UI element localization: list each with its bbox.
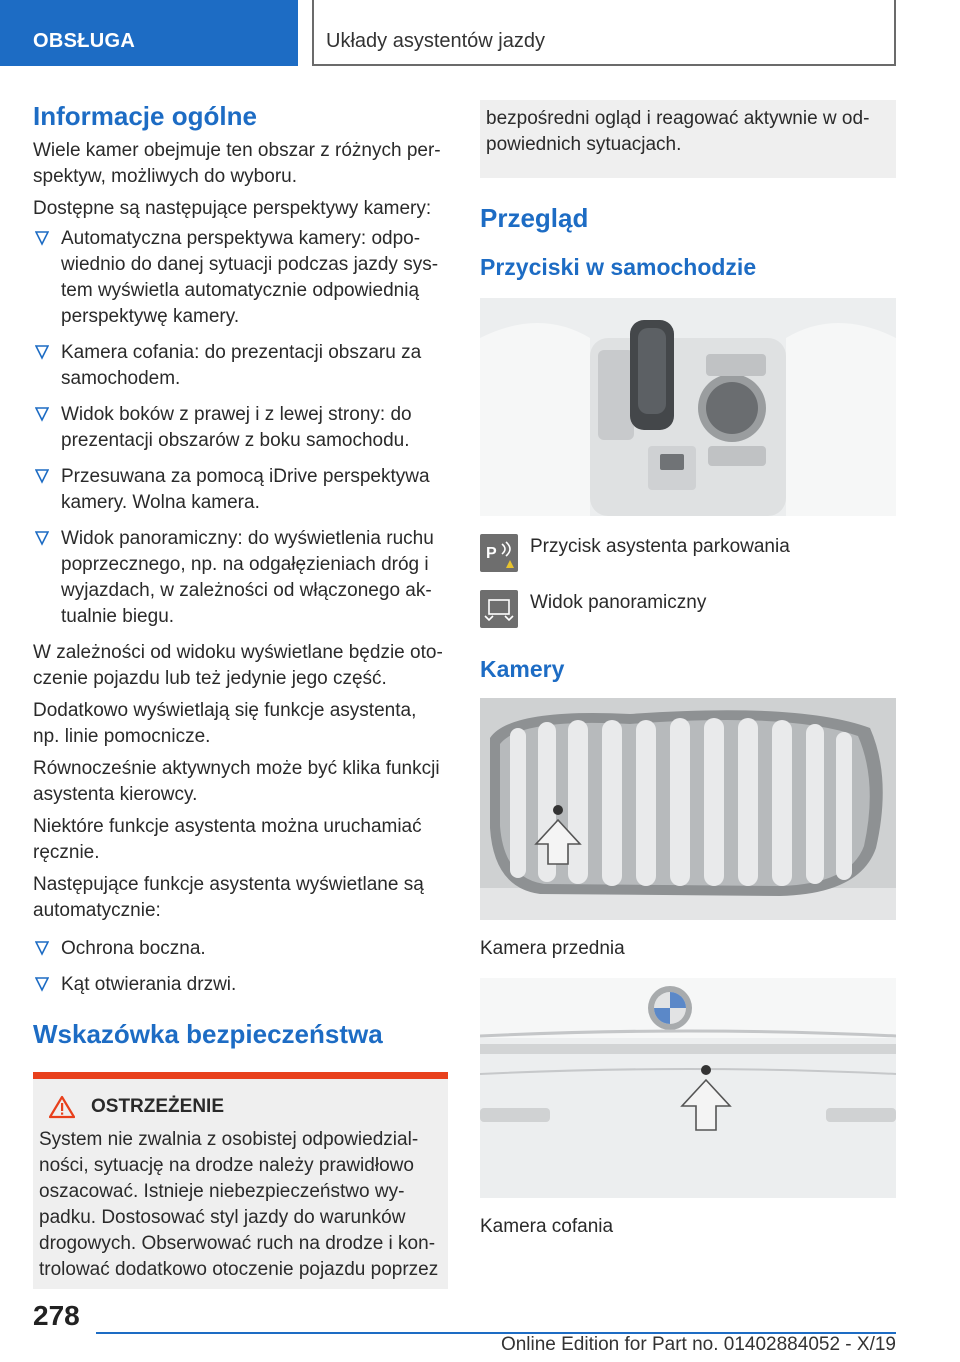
list-item: Kąt otwierania drzwi. xyxy=(33,972,448,998)
paragraph: Niektóre funkcje asystenta można uruchamiać ręcznie. xyxy=(33,816,422,863)
warning-rule xyxy=(33,1072,448,1079)
parking-assistant-icon xyxy=(480,534,518,572)
paragraph: W zależności od widoku wyświetlane będzie otoczenie pojazdu lub też jedynie jego część. xyxy=(33,642,443,689)
warning-box-continued xyxy=(480,100,896,178)
front-camera-image xyxy=(480,698,896,920)
section-label: OBSŁUGA xyxy=(33,30,136,52)
overview-heading: Przegląd xyxy=(480,203,589,233)
list-item: Kamera cofania: do prezentacji obszaru za samochodem. xyxy=(33,340,448,392)
footer-edition: Online Edition for Part no. 01402884052 - X/19 xyxy=(500,1334,896,1355)
page-number: 278 xyxy=(33,1300,80,1331)
triangle-bullet-icon xyxy=(35,406,49,422)
rear-camera-image xyxy=(480,978,896,1198)
warning-title: OSTRZEŻENIE xyxy=(39,1095,442,1119)
section-tab xyxy=(0,0,298,66)
rear-camera-illustration xyxy=(480,978,896,1198)
list-item: Ochrona boczna. xyxy=(33,936,448,962)
cameras-heading: Kamery xyxy=(480,656,565,682)
console-illustration xyxy=(480,298,896,516)
triangle-bullet-icon xyxy=(35,530,49,546)
triangle-bullet-icon xyxy=(35,468,49,484)
list-item: Automatyczna perspektywa kamery: odpowiednio do danej sytuacji podczas jazdy system wyświetla automatycznie odpowiednią perspektywę kamery. xyxy=(33,226,448,330)
list-item: Widok panoramiczny: do wyświetlenia ruchu poprzecznego, np. na odgałęzieniach dróg i wyjazdach, w zależności od włączonego aktualnie biegu. xyxy=(33,526,448,630)
paragraph: Następujące funkcje asystenta wyświetlane są automatycznie: xyxy=(33,874,424,921)
triangle-bullet-icon xyxy=(35,344,49,360)
chapter-label: Układy asystentów jazdy xyxy=(326,30,545,52)
paragraph: Dodatkowo wyświetlają się funkcje asystenta, np. linie pomocnicze. xyxy=(33,700,417,747)
panorama-view-icon xyxy=(480,590,518,628)
safety-heading: Wskazówka bezpieczeństwa xyxy=(33,1019,383,1049)
warning-box xyxy=(33,1079,448,1289)
list-item: Przesuwana za pomocą iDrive perspektywa kamery. Wolna kamera. xyxy=(33,464,448,516)
paragraph: Równocześnie aktywnych może być klika funkcji asystenta kierowcy. xyxy=(33,758,440,805)
svg-text:P: P xyxy=(486,545,497,562)
list-item: Widok boków z prawej i z lewej strony: do prezentacji obszarów z boku samochodu. xyxy=(33,402,448,454)
buttons-heading: Przyciski w samochodzie xyxy=(480,254,757,280)
triangle-bullet-icon xyxy=(35,230,49,246)
kidney-grille-illustration xyxy=(480,698,896,920)
right-column xyxy=(480,100,896,1240)
parking-assistant-label: Przycisk asystenta parkowania xyxy=(530,536,790,557)
paragraph: Wiele kamer obejmuje ten obszar z różnych perspektyw, możliwych do wyboru. xyxy=(33,140,441,187)
left-column xyxy=(33,100,448,1289)
panorama-view-label: Widok panoramiczny xyxy=(530,592,707,613)
front-camera-caption: Kamera przednia xyxy=(480,938,625,959)
panorama-view-button-row xyxy=(480,590,896,628)
chapter-title xyxy=(312,0,896,66)
general-info-heading: Informacje ogólne xyxy=(33,101,257,131)
warning-triangle-icon xyxy=(49,1095,75,1119)
camera-perspectives-list xyxy=(33,226,448,630)
triangle-bullet-icon xyxy=(35,940,49,956)
triangle-bullet-icon xyxy=(35,976,49,992)
auto-functions-list xyxy=(33,936,448,998)
warning-text-continued: bezpośredni ogląd i reagować aktywnie w odpowiednich sytuacjach. xyxy=(486,108,870,155)
rear-camera-caption: Kamera cofania xyxy=(480,1216,614,1237)
parking-assistant-button-row xyxy=(480,534,896,572)
console-buttons-image xyxy=(480,298,896,516)
paragraph: Dostępne są następujące perspektywy kamery: xyxy=(33,198,432,219)
warning-text: System nie zwalnia z osobistej odpowiedzialności, sytuację na drodze należy prawidłowo oszacować. Istnieje niebezpieczeństwo wypadku. Dostosować styl jazdy do warunków drogowych. Obserwować ruch na drodze i kontrolować dodatkowo otoczenie pojazdu poprzez xyxy=(39,1129,439,1280)
